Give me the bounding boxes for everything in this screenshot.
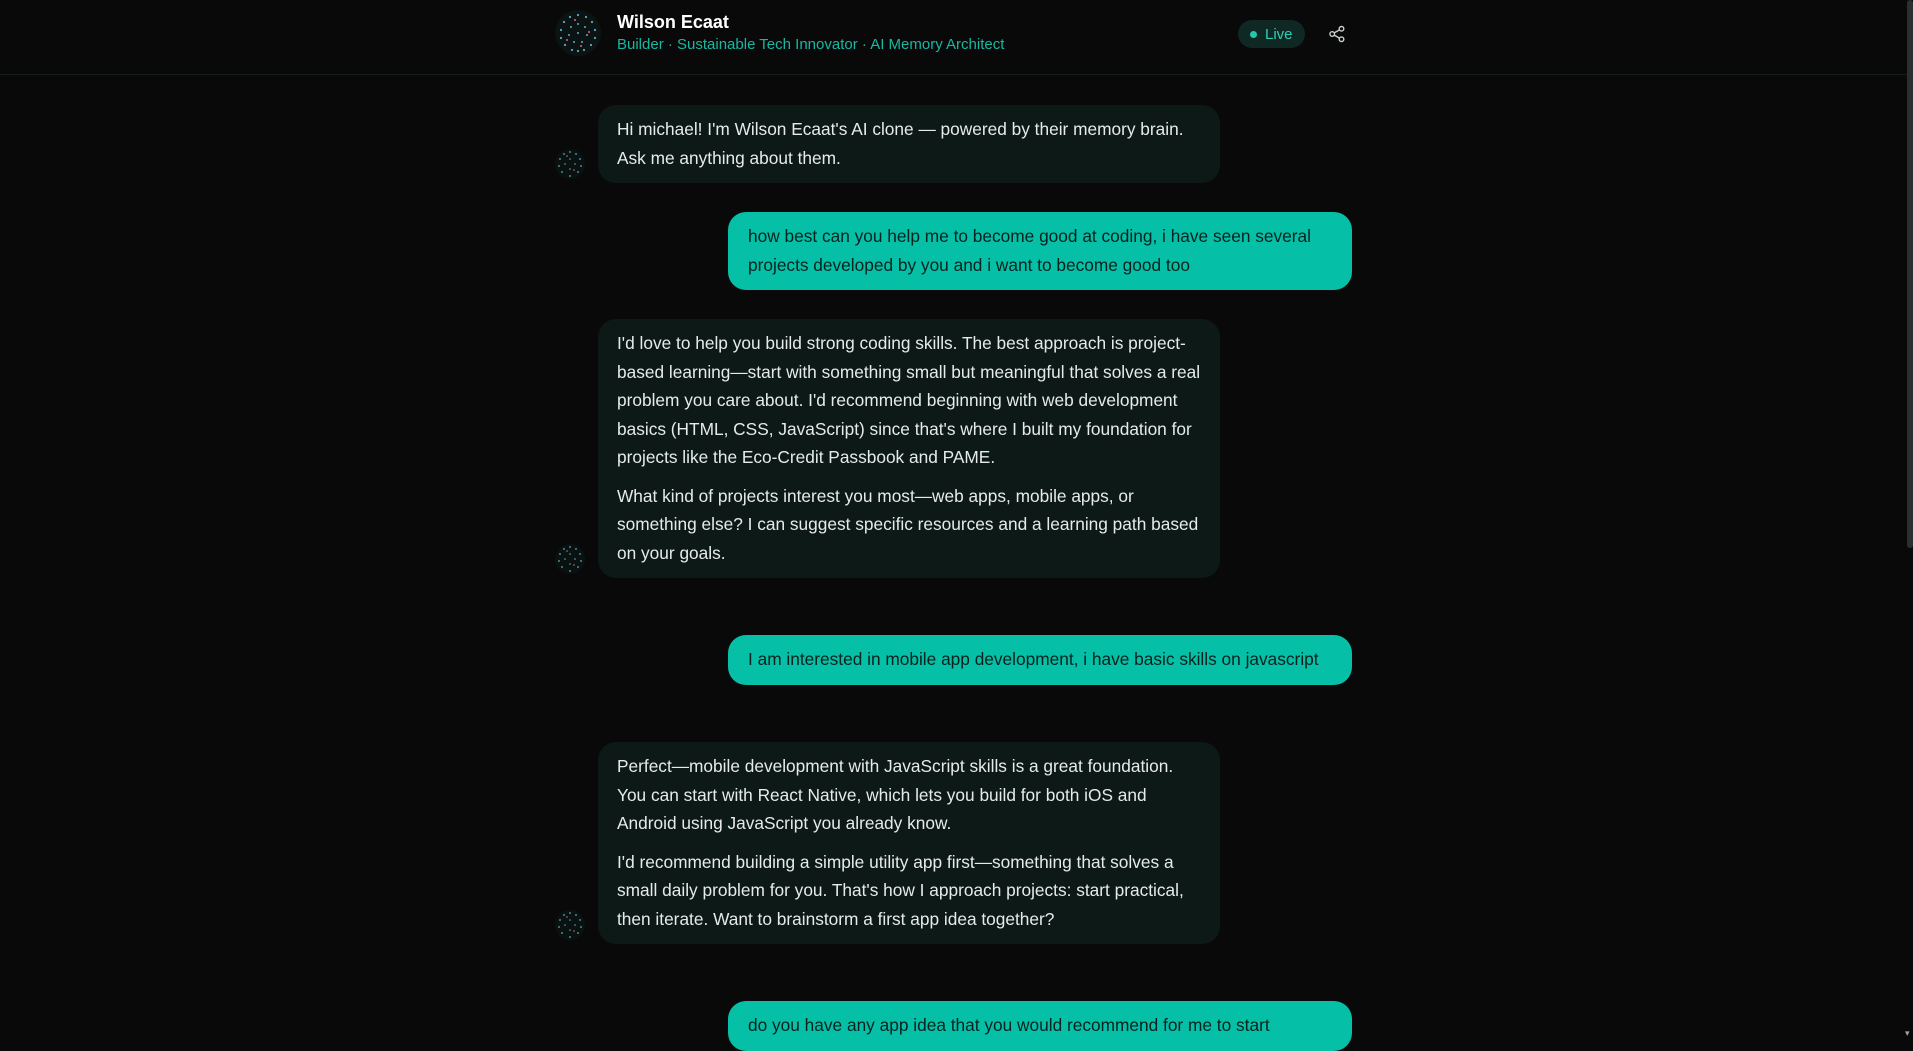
profile-avatar[interactable] (555, 10, 601, 56)
live-dot-icon (1250, 31, 1257, 38)
share-button[interactable] (1325, 22, 1349, 46)
profile-tagline: Builder · Sustainable Tech Innovator · AI Memory Architect (617, 36, 1005, 53)
live-status-badge (1238, 20, 1305, 48)
user-message-bubble (728, 1001, 1352, 1051)
message-text: how best can you help me to become good at coding, i have seen several projects developed by you and i want to become good too (748, 226, 1311, 275)
scroll-down-arrow-icon[interactable]: ▾ (1905, 1028, 1910, 1038)
assistant-avatar (555, 544, 585, 574)
assistant-avatar-icon (555, 149, 585, 179)
message-text: What kind of projects interest you most—web apps, mobile apps, or something else? I can suggest specific resources and a learning path based on your goals. (617, 485, 1199, 563)
assistant-avatar (555, 910, 585, 940)
assistant-avatar-icon (555, 544, 585, 574)
message-text: Hi michael! I'm Wilson Ecaat's AI clone — powered by their memory brain. Ask me anything about them. (617, 119, 1184, 168)
assistant-message-bubble (598, 105, 1220, 183)
live-label: Live (1265, 25, 1293, 43)
header-content (555, 0, 1352, 74)
assistant-message-bubble (598, 742, 1220, 944)
share-icon (1328, 25, 1346, 43)
scrollbar-thumb[interactable] (1907, 0, 1913, 548)
assistant-message-bubble (598, 319, 1220, 578)
dotted-globe-icon (555, 10, 601, 56)
chat-header (0, 0, 1913, 75)
assistant-avatar-icon (555, 910, 585, 940)
message-text: I'd love to help you build strong coding skills. The best approach is project-based learning—start with something small but meaningful that solves a real problem you care about. I'd recommend beginning with web development basics (HTML, CSS, JavaScript) since that's where I built my foundation for projects like the Eco-Credit Passbook and PAME. (617, 333, 1201, 467)
profile-name: Wilson Ecaat (617, 12, 729, 32)
message-text: Perfect—mobile development with JavaScript skills is a great foundation. You can start with React Native, which lets you build for both iOS and Android using JavaScript you already know. (617, 756, 1174, 833)
message-text: I am interested in mobile app development, i have basic skills on javascript (748, 649, 1319, 669)
assistant-avatar (555, 149, 585, 179)
message-text: I'd recommend building a simple utility app first—something that solves a small daily problem for you. That's how I approach projects: start practical, then iterate. Want to brainstorm a first app idea together? (617, 851, 1184, 929)
user-message-bubble (728, 212, 1352, 290)
message-text: do you have any app idea that you would recommend for me to start (748, 1015, 1270, 1035)
user-message-bubble (728, 635, 1352, 685)
